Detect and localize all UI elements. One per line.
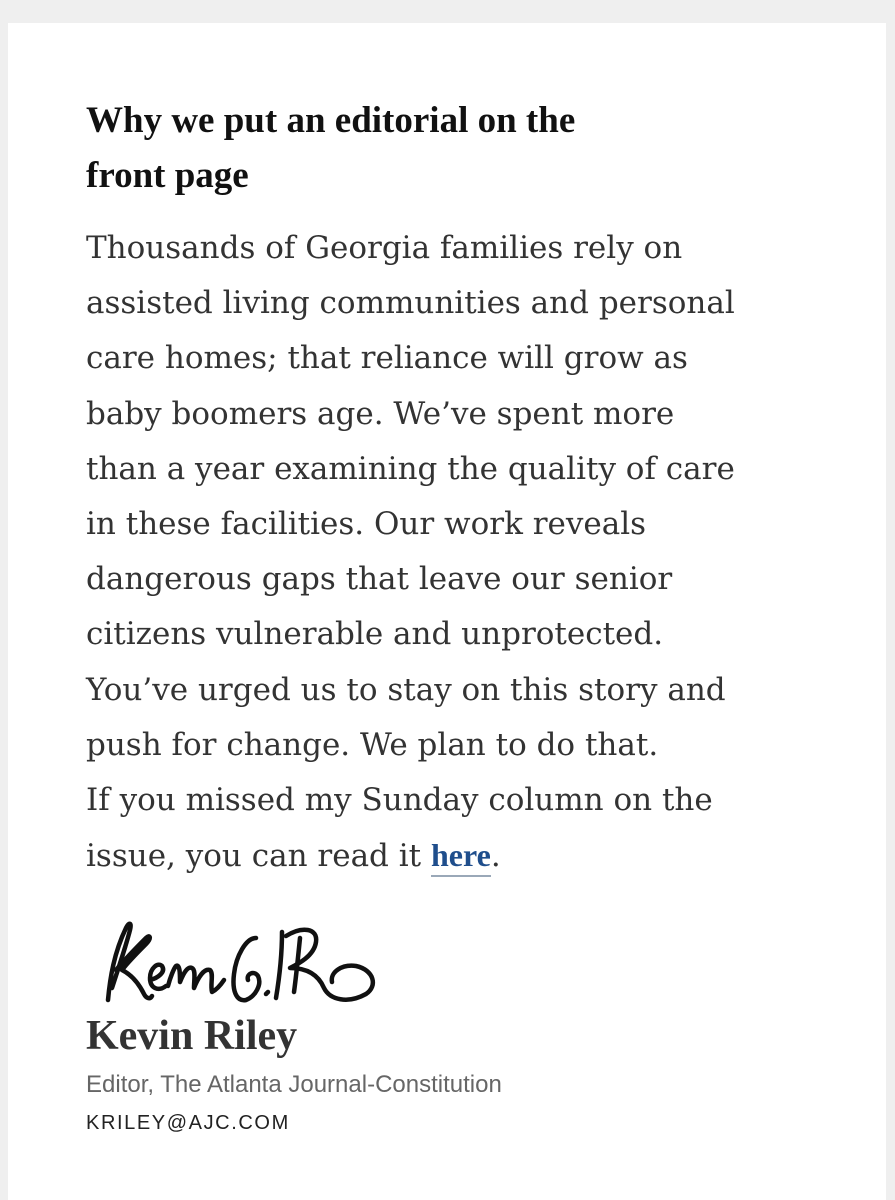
last-line-suffix: . bbox=[490, 838, 501, 875]
body-line-last bbox=[86, 828, 846, 884]
author-title: Editor, The Atlanta Journal-Constitution bbox=[86, 1071, 502, 1098]
body-line: Thousands of Georgia families rely on bbox=[86, 230, 683, 266]
body-line: citizens vulnerable and unprotected. bbox=[86, 616, 664, 653]
last-line-prefix: issue, you can read it bbox=[86, 838, 431, 875]
body-text bbox=[86, 221, 846, 884]
body-line: You’ve urged us to stay on this story and bbox=[86, 671, 726, 708]
body-line: in these facilities. Our work reveals bbox=[86, 506, 647, 543]
headline-line-2: front page bbox=[86, 155, 249, 196]
body-line: push for change. We plan to do that. bbox=[86, 726, 659, 763]
headline bbox=[86, 93, 726, 203]
headline-line-1: Why we put an editorial on the bbox=[86, 100, 576, 141]
body-line: care homes; that reliance will grow as bbox=[86, 340, 688, 377]
body-line: assisted living communities and personal bbox=[86, 285, 735, 322]
body-line: dangerous gaps that leave our senior bbox=[86, 561, 673, 598]
editorial-card bbox=[8, 23, 886, 1200]
author-name: Kevin Riley bbox=[86, 1013, 298, 1059]
body-line: baby boomers age. We’ve spent more bbox=[86, 395, 675, 432]
here-link[interactable]: here bbox=[431, 837, 491, 877]
body-line: If you missed my Sunday column on the bbox=[86, 782, 713, 819]
body-line: than a year examining the quality of care bbox=[86, 450, 735, 487]
author-email[interactable]: KRILEY@AJC.COM bbox=[86, 1112, 290, 1134]
signature-image bbox=[86, 908, 386, 1018]
signature-icon bbox=[86, 908, 386, 1018]
